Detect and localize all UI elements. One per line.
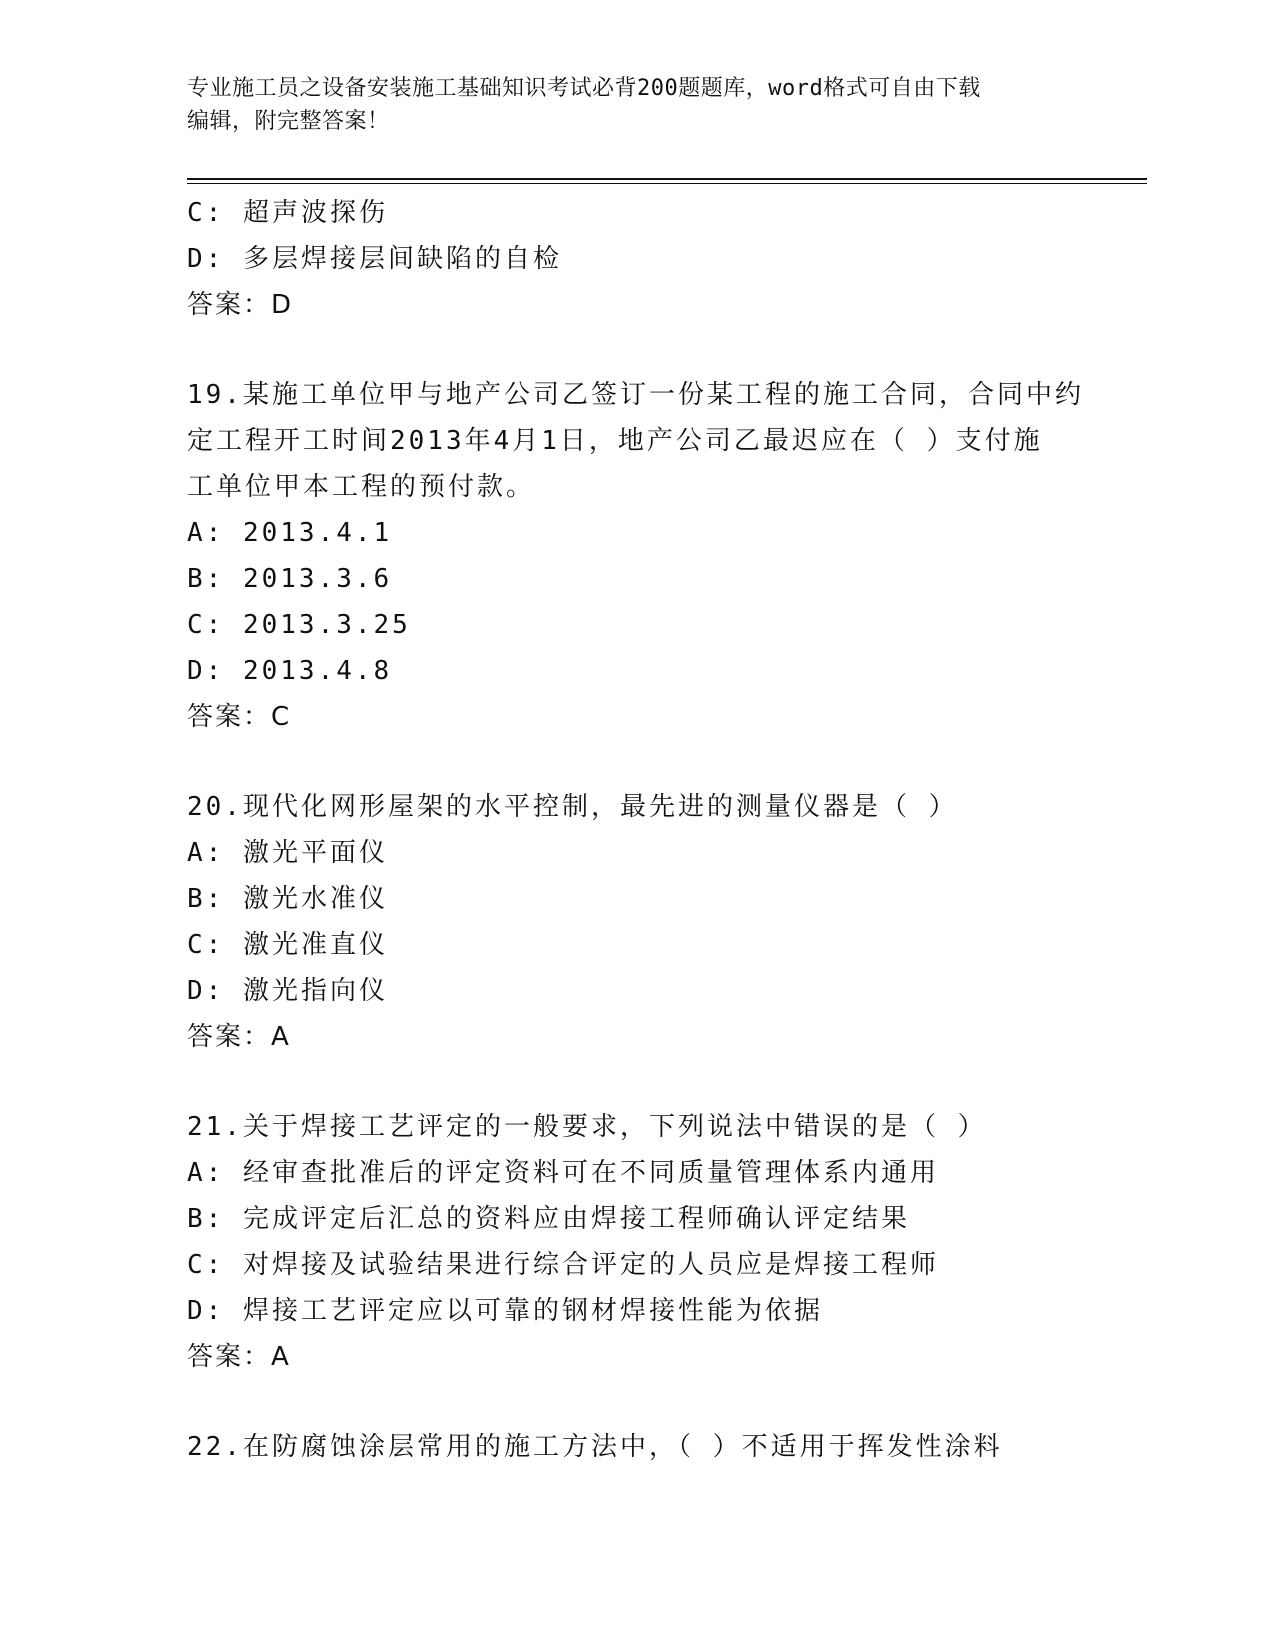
option-a: A: 经审查批准后的评定资料可在不同质量管理体系内通用 xyxy=(187,1158,939,1188)
question-21 xyxy=(187,1104,1087,1380)
document-header xyxy=(187,72,1087,138)
question-22 xyxy=(187,1424,1087,1470)
option-d: D: 激光指向仪 xyxy=(187,976,388,1006)
question-stem: 21.关于焊接工艺评定的一般要求，下列说法中错误的是（ ） xyxy=(187,1112,987,1142)
question-stem: 工单位甲本工程的预付款。 xyxy=(187,472,536,502)
question-content xyxy=(187,190,1087,1470)
option-c: C: 超声波探伤 xyxy=(187,198,388,228)
option-b: B: 2013.3.6 xyxy=(187,564,393,594)
question-stem: 20.现代化网形屋架的水平控制，最先进的测量仪器是（ ） xyxy=(187,792,958,822)
header-rule-thin xyxy=(187,183,1147,184)
header-line-1: 专业施工员之设备安装施工基础知识考试必背200题题库，word格式可自由下载 xyxy=(187,76,981,101)
option-d: D: 多层焊接层间缺陷的自检 xyxy=(187,244,562,274)
answer: 答案：A xyxy=(187,1342,291,1372)
question-stem: 19.某施工单位甲与地产公司乙签订一份某工程的施工合同，合同中约 xyxy=(187,380,1084,410)
option-c: C: 对焊接及试验结果进行综合评定的人员应是焊接工程师 xyxy=(187,1250,939,1280)
option-b: B: 完成评定后汇总的资料应由焊接工程师确认评定结果 xyxy=(187,1204,910,1234)
header-rule-thick xyxy=(187,178,1147,180)
question-20 xyxy=(187,784,1087,1060)
option-a: A: 激光平面仪 xyxy=(187,838,388,868)
question-18-tail xyxy=(187,190,1087,328)
option-c: C: 激光准直仪 xyxy=(187,930,388,960)
header-line-2: 编辑，附完整答案！ xyxy=(187,109,390,134)
answer: 答案：C xyxy=(187,702,292,732)
question-stem: 22.在防腐蚀涂层常用的施工方法中，（ ）不适用于挥发性涂料 xyxy=(187,1432,1003,1462)
answer: 答案：A xyxy=(187,1022,291,1052)
question-19 xyxy=(187,372,1087,740)
option-c: C: 2013.3.25 xyxy=(187,610,411,640)
question-stem: 定工程开工时间2013年4月1日，地产公司乙最迟应在（ ）支付施 xyxy=(187,426,1043,456)
option-b: B: 激光水准仪 xyxy=(187,884,388,914)
option-d: D: 焊接工艺评定应以可靠的钢材焊接性能为依据 xyxy=(187,1296,823,1326)
option-d: D: 2013.4.8 xyxy=(187,656,393,686)
option-a: A: 2013.4.1 xyxy=(187,518,393,548)
answer: 答案：D xyxy=(187,290,294,320)
